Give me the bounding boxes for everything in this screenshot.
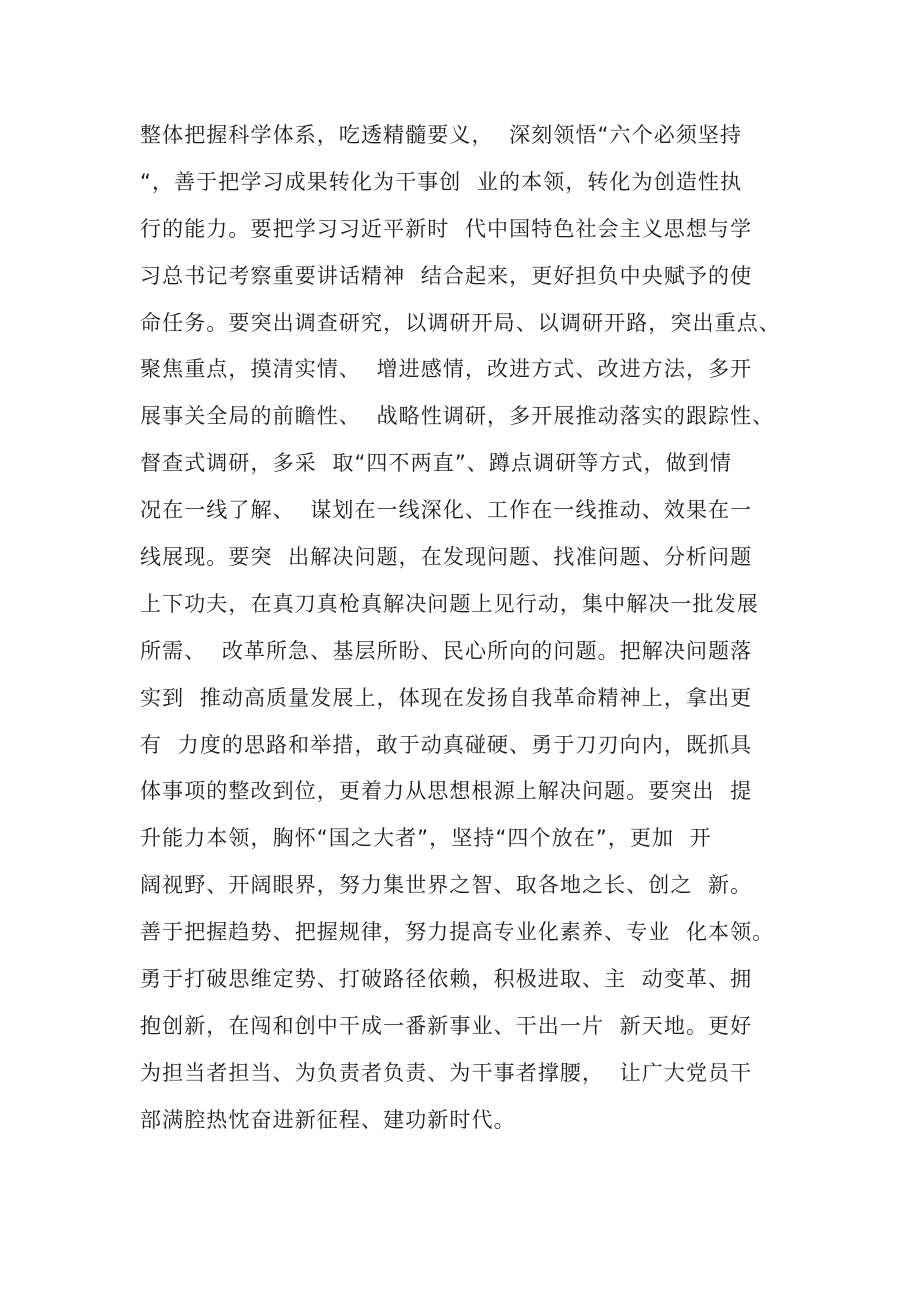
text-line: 体事项的整改到位，更着力从思想根源上解决问题。要突出 提 — [140, 779, 753, 804]
text-line: 勇于打破思维定势、打破路径依赖，积极进取、主 动变革、拥 — [140, 967, 753, 992]
text-line: 部满腔热忱奋进新征程、建功新时代。 — [140, 1107, 516, 1132]
text-line: 展事关全局的前瞻性、 战略性调研，多开展推动落实的跟踪性、 — [140, 404, 775, 429]
text-line: 实到 推动高质量发展上，体现在发扬自我革命精神上，拿出更 — [140, 685, 753, 710]
text-line: 所需、 改革所急、基层所盼、民心所向的问题。把解决问题落 — [140, 638, 753, 663]
text-line: 抱创新，在闯和创中干成一番新事业、干出一片 新天地。更好 — [140, 1013, 753, 1038]
text-line: 整体把握科学体系，吃透精髓要义， 深刻领悟“六个必须坚持 — [140, 123, 743, 147]
text-line: 为担当者担当、为负责者负责、为干事者撑腰， 让广大党员干 — [140, 1060, 753, 1085]
text-line: 上下功夫，在真刀真枪真解决问题上见行动，集中解决一批发展 — [140, 591, 759, 616]
text-line: 线展现。要突 出解决问题，在发现问题、找准问题、分析问题 — [140, 545, 753, 570]
text-line: 况在一线了解、 谋划在一线深化、工作在一线推动、效果在一 — [140, 498, 753, 523]
text-line: 聚焦重点，摸清实情、 增进感情，改进方式、改进方法，多开 — [140, 357, 753, 382]
text-line: “，善于把学习成果转化为干事创 业的本领，转化为创造性执 — [140, 169, 743, 194]
text-line: 阔视野、开阔眼界，努力集世界之智、取各地之长、创之 新。 — [140, 873, 753, 898]
body-text — [140, 112, 820, 1144]
text-line: 习总书记考察重要讲话精神 结合起来，更好担负中央赋予的使 — [140, 263, 753, 288]
text-line: 行的能力。要把学习习近平新时 代中国特色社会主义思想与学 — [140, 216, 753, 241]
text-line: 升能力本领，胸怀“国之大者”，坚持“四个放在”，更加 开 — [140, 826, 712, 851]
text-line: 命任务。要突出调查研究，以调研开局、以调研开路，突出重点、 — [140, 310, 781, 335]
text-line: 善于把握趋势、把握规律，努力提高专业化素养、专业 化本领。 — [140, 920, 775, 945]
text-line: 有 力度的思路和举措，敢于动真碰硬、勇于刀刃向内，既抓具 — [140, 732, 753, 757]
text-line: 督查式调研，多采 取“四不两直”、蹲点调研等方式，做到情 — [140, 451, 733, 476]
